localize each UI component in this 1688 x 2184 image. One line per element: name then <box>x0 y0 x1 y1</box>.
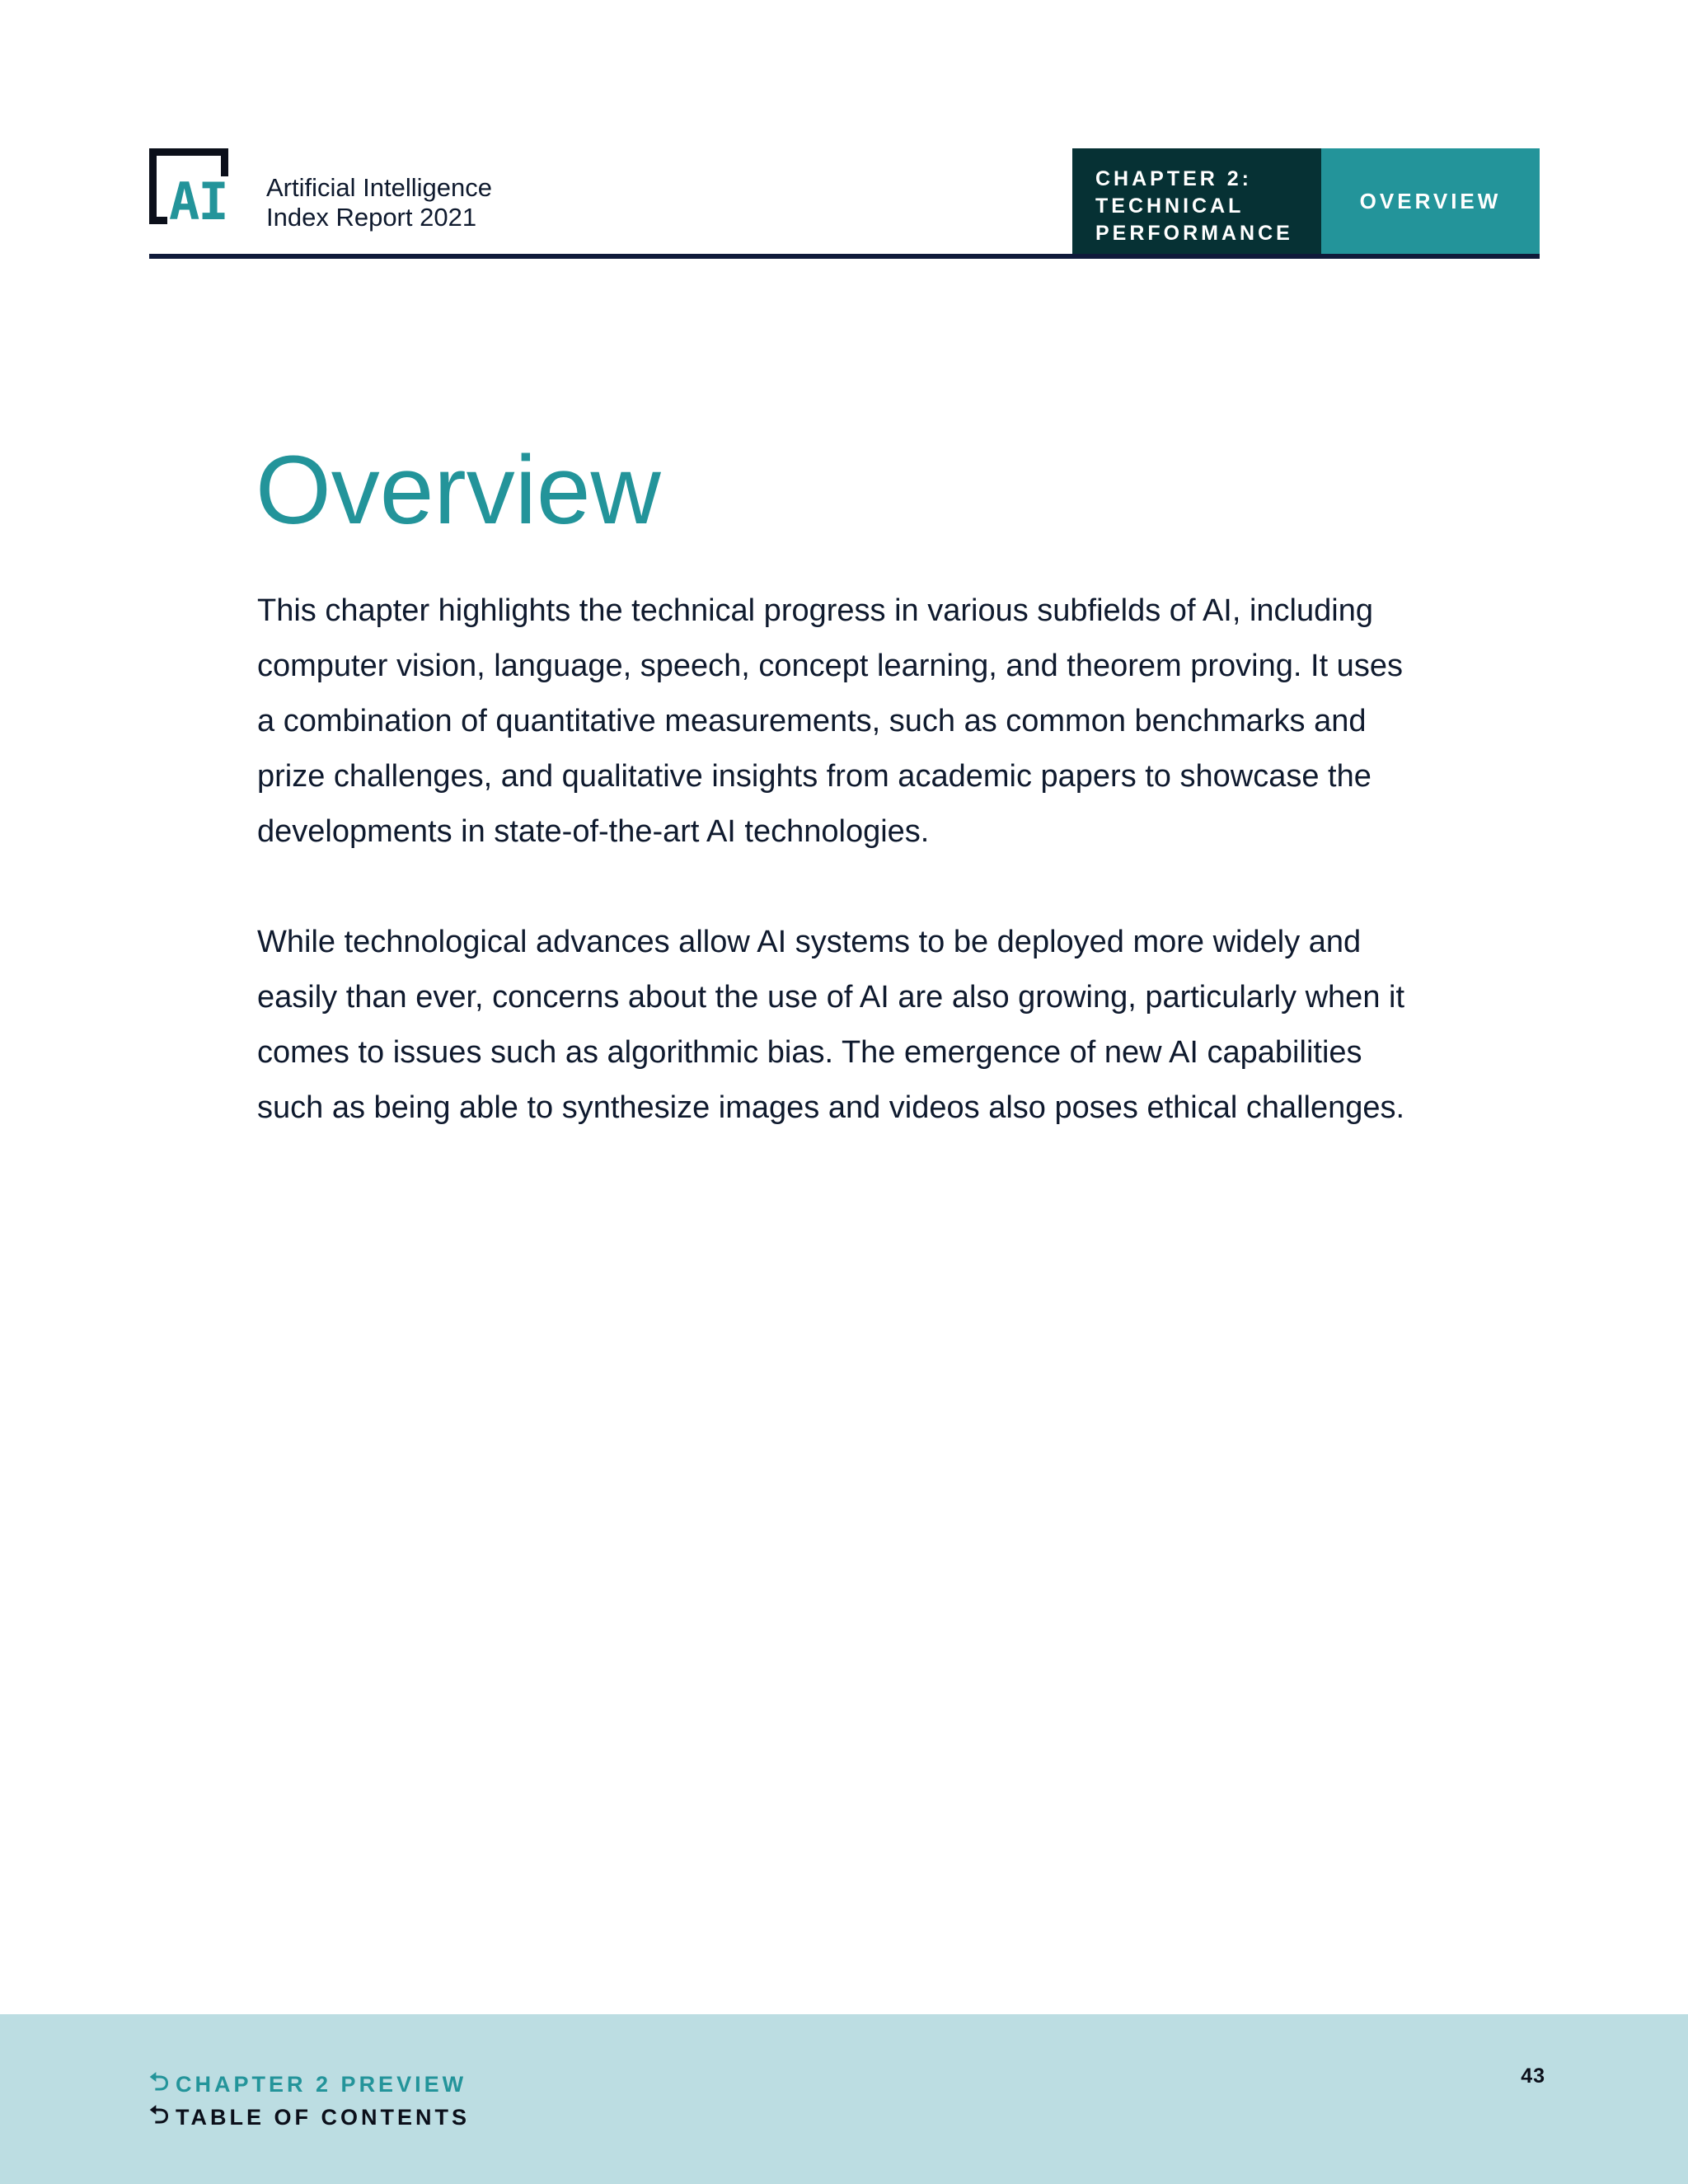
table-of-contents-label: TABLE OF CONTENTS <box>176 2105 471 2130</box>
page-number: 43 <box>1521 2064 1545 2088</box>
paragraph-1: This chapter highlights the technical progress in various subfields of AI, including computer vision, language, speech, concept learning, and theorem proving. It uses a combination of quantitative measurements, such as common benchmarks and prize challenges, and qualitative insights from academic papers to showcase the developments in state-of-the-art AI technologies. <box>257 593 1403 849</box>
chapter-label-line3: PERFORMANCE <box>1095 222 1293 245</box>
section-tab-overview[interactable]: OVERVIEW <box>1321 148 1540 254</box>
report-title-line1: Artificial Intelligence <box>266 173 492 202</box>
return-arrow-icon: ⮌ <box>149 2102 170 2129</box>
paragraph-2: While technological advances allow AI systems to be deployed more widely and easily than ever, concerns about the use of AI are also growing, particularly when it comes to issues such as algorithmic bias. The emergence of new AI capabilities such as being able to synthesize images and videos also poses ethical challenges. <box>257 925 1405 1125</box>
body-text <box>257 583 1411 1191</box>
chapter-label-line2: TECHNICAL <box>1095 194 1245 218</box>
report-title-line2: Index Report 2021 <box>266 203 477 232</box>
page-footer <box>0 2014 1688 2184</box>
page-title: Overview <box>256 436 661 545</box>
ai-index-logo <box>149 148 238 231</box>
chapter-label-line1: CHAPTER 2: <box>1095 167 1253 190</box>
report-title <box>266 173 492 232</box>
chapter-label <box>1072 148 1321 254</box>
page-header <box>149 148 1540 259</box>
chapter-preview-label: CHAPTER 2 PREVIEW <box>176 2072 467 2097</box>
table-of-contents-link[interactable] <box>149 2097 470 2139</box>
logo-ai-text: AI <box>169 171 227 232</box>
return-arrow-icon: ⮌ <box>149 2069 170 2096</box>
header-divider <box>149 254 1540 259</box>
